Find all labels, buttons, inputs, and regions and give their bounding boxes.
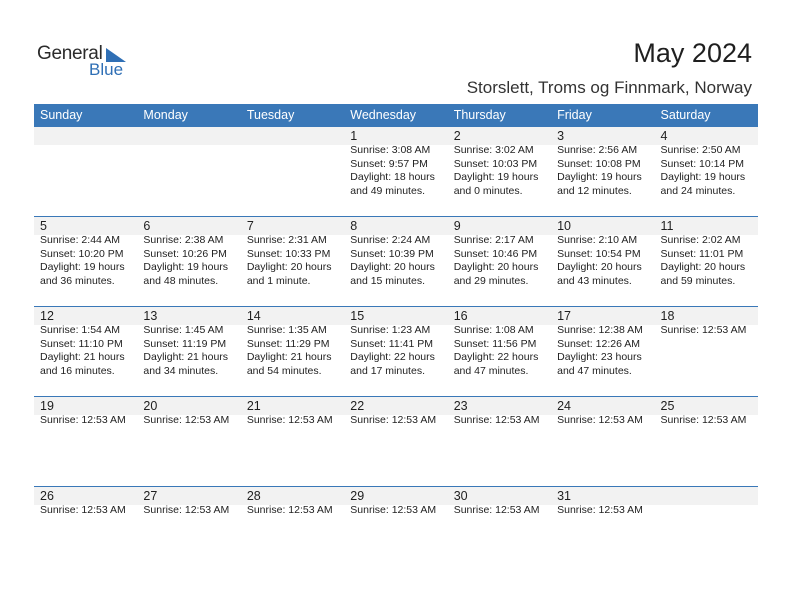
sun-info-line: Sunrise: 12:53 AM (557, 504, 643, 516)
sun-info-line: Sunrise: 12:53 AM (143, 504, 230, 516)
day-cell (344, 486, 447, 518)
day-number: 16 (453, 309, 468, 323)
day-number: 24 (557, 399, 572, 413)
sun-info-line: and 29 minutes. (453, 274, 529, 287)
sun-info-line: Daylight: 21 hours (246, 351, 332, 363)
sun-info-line: and 34 minutes. (143, 364, 219, 377)
weekday-label: Friday (557, 108, 592, 122)
day-number: 6 (143, 219, 151, 233)
sun-info-line: Sunrise: 12:53 AM (453, 504, 540, 516)
day-cell (655, 396, 758, 428)
sun-info-line: Sunrise: 12:53 AM (350, 414, 437, 426)
day-cell (448, 306, 551, 378)
sun-info-line: Sunset: 10:14 PM (660, 157, 744, 170)
day-number: 25 (660, 399, 675, 413)
sun-info-line: Sunrise: 1:23 AM (350, 324, 431, 336)
sun-info-line: Sunset: 10:54 PM (557, 247, 641, 260)
week-row (34, 216, 758, 306)
sun-info-line: Daylight: 20 hours (350, 261, 435, 273)
sun-info-line: Daylight: 19 hours (660, 171, 746, 183)
weekday-header (34, 104, 758, 126)
sun-info-line: Daylight: 18 hours (350, 171, 435, 183)
sun-info-line: and 36 minutes. (40, 274, 115, 287)
day-cell (551, 306, 654, 378)
day-cell (448, 126, 551, 198)
sun-info-line: Daylight: 21 hours (40, 351, 125, 363)
sun-info-line: Sunrise: 1:45 AM (143, 324, 224, 336)
day-cell (655, 306, 758, 378)
location-subtitle: Storslett, Troms og Finnmark, Norway (466, 78, 752, 97)
day-cell (241, 396, 344, 428)
sun-info-line: Sunrise: 12:38 AM (557, 324, 643, 336)
day-number: 10 (557, 219, 572, 233)
sun-info-line: and 12 minutes. (557, 184, 632, 197)
day-number: 3 (557, 129, 565, 143)
day-number: 9 (453, 219, 461, 233)
sun-info-line: Sunset: 10:39 PM (350, 247, 434, 260)
sun-info-line: Sunset: 10:08 PM (557, 157, 641, 170)
weekday-label: Sunday (40, 108, 83, 122)
day-number: 18 (660, 309, 675, 323)
sun-info-line: and 59 minutes. (660, 274, 736, 287)
sun-info-line: Daylight: 20 hours (453, 261, 539, 273)
sun-info-line: Daylight: 23 hours (557, 351, 642, 363)
sun-info-line: Sunset: 10:03 PM (453, 157, 538, 170)
day-cell (448, 486, 551, 518)
logo-text-general: General (37, 43, 103, 64)
sun-info-line: Sunset: 11:56 PM (453, 337, 537, 350)
logo-text-blue: Blue (89, 60, 124, 79)
sun-info-line: Sunset: 11:19 PM (143, 337, 227, 350)
sun-info-line: and 47 minutes. (557, 364, 632, 377)
sun-info-line: and 24 minutes. (660, 184, 736, 197)
sun-info-line: Daylight: 22 hours (453, 351, 539, 363)
sun-info-line: Sunrise: 12:53 AM (660, 324, 747, 336)
weekday-label: Tuesday (246, 108, 295, 122)
day-number: 13 (143, 309, 158, 323)
sun-info-line: Sunrise: 2:56 AM (557, 144, 638, 156)
week-row (34, 486, 758, 576)
day-cell (551, 216, 654, 288)
calendar-grid (34, 104, 758, 576)
sun-info-line: Sunrise: 12:53 AM (246, 414, 333, 426)
day-number: 31 (557, 489, 572, 503)
page-title: May 2024 (633, 38, 752, 68)
day-number: 30 (453, 489, 468, 503)
sun-info-line: Daylight: 19 hours (453, 171, 539, 183)
sun-info-line: and 49 minutes. (350, 184, 425, 197)
sun-info-line: Daylight: 21 hours (143, 351, 229, 363)
sun-info-line: Daylight: 20 hours (660, 261, 746, 273)
weekday-label: Thursday (453, 108, 506, 122)
sun-info-line: Daylight: 19 hours (557, 171, 642, 183)
day-cell (551, 486, 654, 518)
day-number: 5 (40, 219, 47, 233)
day-number: 19 (40, 399, 54, 413)
weekday-label: Saturday (660, 108, 711, 122)
sun-info-line: Sunrise: 2:17 AM (453, 234, 534, 246)
sun-info-line: Sunrise: 2:44 AM (40, 234, 120, 246)
sun-info-line: Sunset: 11:01 PM (660, 247, 744, 260)
sun-info-line: Sunrise: 1:54 AM (40, 324, 120, 336)
sun-info-line: Sunrise: 3:08 AM (350, 144, 431, 156)
sun-info-line: Sunrise: 2:31 AM (246, 234, 327, 246)
sun-info-line: and 15 minutes. (350, 274, 425, 287)
sun-info-line: and 1 minute. (246, 274, 311, 287)
sun-info-line: Daylight: 20 hours (557, 261, 642, 273)
day-cell (448, 216, 551, 288)
day-number: 20 (143, 399, 158, 413)
sun-info-line: Sunset: 10:20 PM (40, 247, 124, 260)
day-cell (655, 216, 758, 288)
sun-info-line: Sunrise: 12:53 AM (40, 414, 126, 426)
day-cell (241, 486, 344, 518)
sun-info-line: Sunrise: 12:53 AM (246, 504, 333, 516)
day-cell (344, 396, 447, 428)
generalblue-logo (37, 44, 137, 80)
sun-info-line: and 16 minutes. (40, 364, 115, 377)
day-number: 7 (246, 219, 254, 233)
day-number: 28 (246, 489, 261, 503)
week-cells (34, 306, 758, 378)
sun-info-line: Daylight: 19 hours (40, 261, 125, 273)
week-row (34, 396, 758, 486)
sun-info-line: Sunset: 12:26 AM (557, 337, 640, 350)
sun-info-line: Daylight: 19 hours (143, 261, 229, 273)
week-cells (34, 486, 758, 518)
weekday-label: Wednesday (350, 108, 417, 122)
sun-info-line: Sunrise: 2:50 AM (660, 144, 741, 156)
day-number: 11 (660, 219, 674, 233)
week-cells (34, 396, 758, 428)
sun-info-line: Sunrise: 3:02 AM (453, 144, 534, 156)
day-cell (241, 306, 344, 378)
day-number: 23 (453, 399, 468, 413)
day-cell (137, 216, 240, 288)
day-number: 8 (350, 219, 358, 233)
week-row (34, 126, 758, 216)
day-cell (655, 126, 758, 198)
sun-info-line: Sunrise: 12:53 AM (40, 504, 126, 516)
day-number: 26 (40, 489, 54, 503)
sun-info-line: Sunrise: 2:24 AM (350, 234, 431, 246)
day-number: 12 (40, 309, 54, 323)
day-cell (344, 216, 447, 288)
sun-info-line: and 54 minutes. (246, 364, 322, 377)
sun-info-line: Sunrise: 1:08 AM (453, 324, 534, 336)
week-row (34, 306, 758, 396)
sun-info-line: Sunset: 11:29 PM (246, 337, 330, 350)
sun-info-line: Sunrise: 12:53 AM (660, 414, 747, 426)
sun-info-line: Sunrise: 12:53 AM (557, 414, 643, 426)
day-cell (344, 306, 447, 378)
sun-info-line: Sunset: 10:46 PM (453, 247, 538, 260)
day-cell (137, 306, 240, 378)
sun-info-line: and 43 minutes. (557, 274, 632, 287)
sun-info-line: Sunrise: 2:10 AM (557, 234, 638, 246)
day-number: 1 (350, 129, 358, 143)
day-number: 17 (557, 309, 572, 323)
sun-info-line: Sunrise: 2:02 AM (660, 234, 741, 246)
sun-info-line: Sunrise: 12:53 AM (350, 504, 437, 516)
day-number: 21 (246, 399, 261, 413)
sun-info-line: Daylight: 20 hours (246, 261, 332, 273)
sun-info-line: Sunrise: 1:35 AM (246, 324, 327, 336)
sun-info-line: Sunset: 9:57 PM (350, 157, 428, 170)
day-cell (34, 216, 137, 288)
sun-info-line: Sunrise: 12:53 AM (453, 414, 540, 426)
day-number: 27 (143, 489, 158, 503)
empty-day-cell (34, 126, 137, 198)
day-number: 2 (453, 129, 461, 143)
week-cells (34, 216, 758, 288)
day-number: 15 (350, 309, 365, 323)
sun-info-line: Sunset: 10:26 PM (143, 247, 227, 260)
day-number: 29 (350, 489, 365, 503)
day-cell (551, 396, 654, 428)
sun-info-line: Sunset: 10:33 PM (246, 247, 331, 260)
sun-info-line: Sunrise: 2:38 AM (143, 234, 224, 246)
day-number: 14 (246, 309, 261, 323)
day-cell (34, 306, 137, 378)
sun-info-line: and 47 minutes. (453, 364, 529, 377)
sun-info-line: and 17 minutes. (350, 364, 425, 377)
sun-info-line: Sunset: 11:10 PM (40, 337, 123, 350)
day-cell (137, 396, 240, 428)
day-cell (241, 216, 344, 288)
empty-day-cell (655, 486, 758, 518)
sun-info-line: and 48 minutes. (143, 274, 219, 287)
sun-info-line: Sunset: 11:41 PM (350, 337, 433, 350)
sun-info-line: Sunrise: 12:53 AM (143, 414, 230, 426)
sun-info-line: and 0 minutes. (453, 184, 523, 197)
weeks-container (34, 126, 758, 576)
day-cell (448, 396, 551, 428)
day-number: 22 (350, 399, 365, 413)
day-cell (34, 486, 137, 518)
day-cell (344, 126, 447, 198)
empty-day-cell (241, 126, 344, 198)
day-number: 4 (660, 129, 668, 143)
day-cell (34, 396, 137, 428)
empty-day-cell (137, 126, 240, 198)
day-cell (137, 486, 240, 518)
weekday-label: Monday (143, 108, 188, 122)
sun-info-line: Daylight: 22 hours (350, 351, 435, 363)
week-cells (34, 126, 758, 198)
day-cell (551, 126, 654, 198)
